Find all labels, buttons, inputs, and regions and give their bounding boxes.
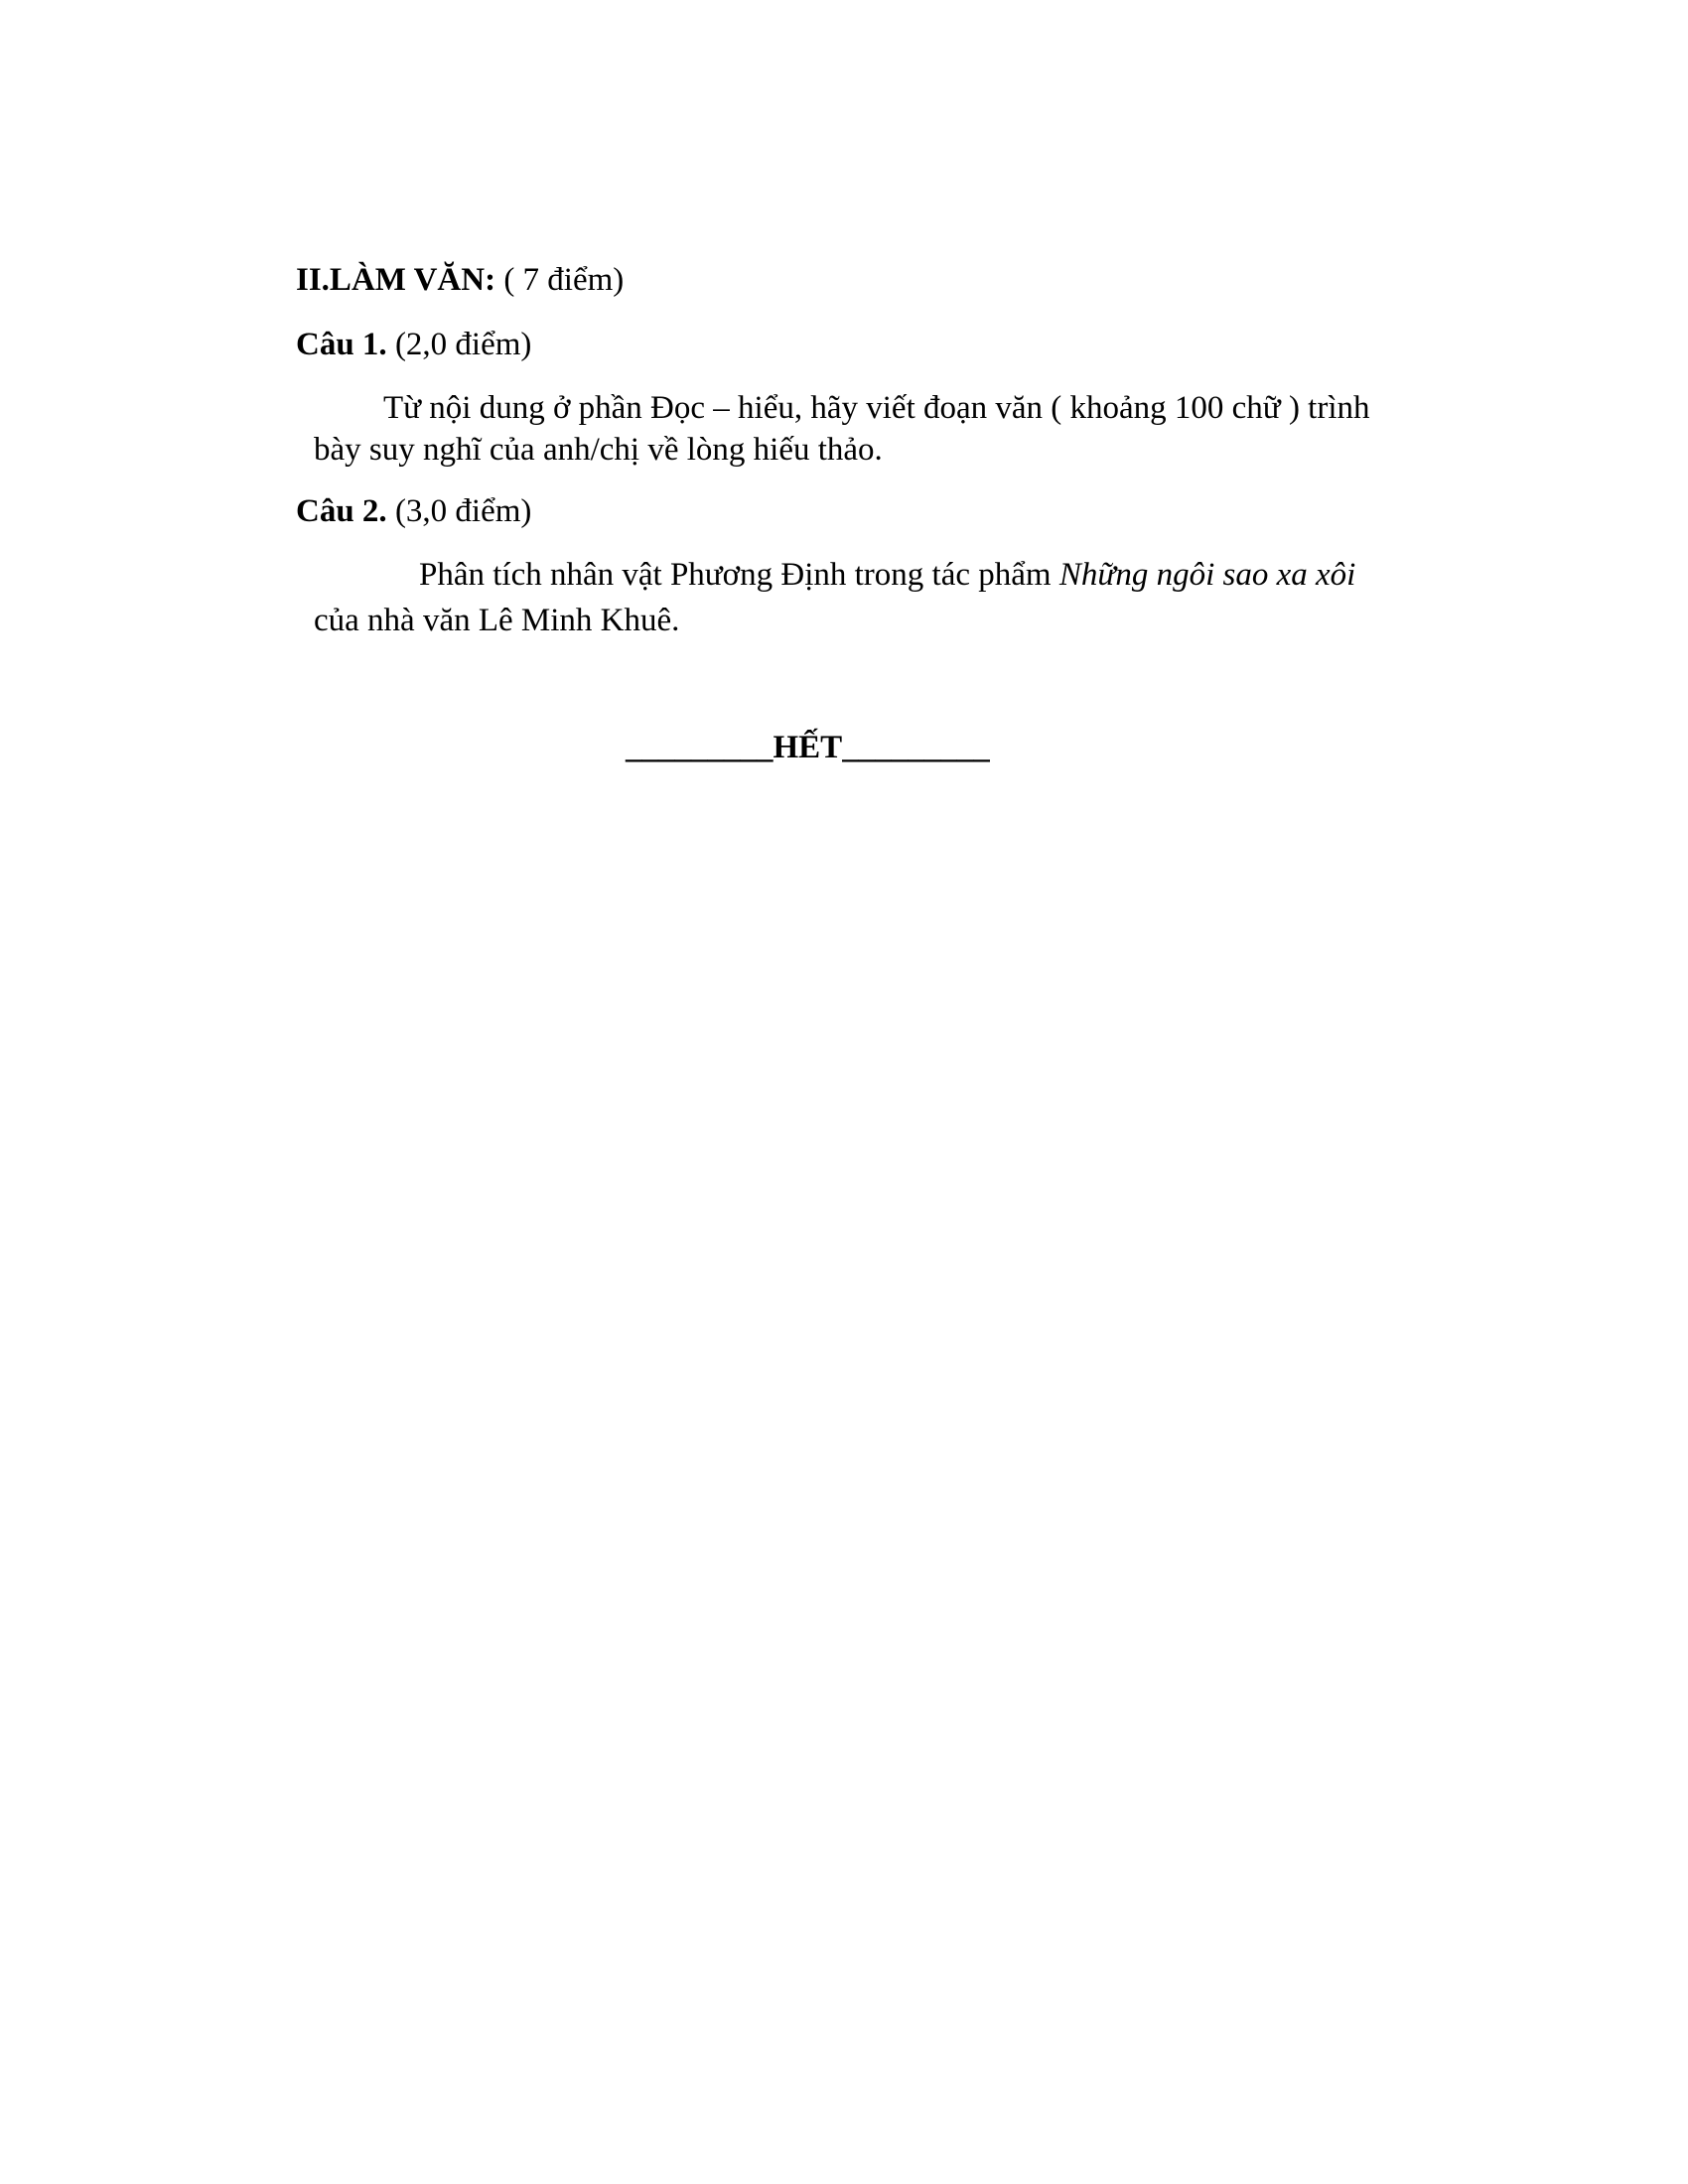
section-label: II.LÀM VĂN:: [296, 262, 496, 298]
question-2-heading: [296, 491, 531, 531]
section-heading: [296, 260, 624, 300]
section-points: ( 7 điểm): [495, 262, 625, 298]
question-1-points: (2,0 điểm): [386, 327, 532, 362]
question-2-prompt-line-1: [419, 555, 1355, 595]
question-2-label: Câu 2.: [296, 493, 387, 529]
question-2-points: (3,0 điểm): [386, 493, 532, 529]
question-1-prompt-line-2: bày suy nghĩ của anh/chị về lòng hiếu thảo.: [314, 432, 883, 468]
end-marker: _________HẾT_________: [626, 730, 990, 765]
question-2-prompt-text: Phân tích nhân vật Phương Định trong tác phẩm: [419, 557, 1059, 593]
question-1-prompt-line-1: Từ nội dung ở phần Đọc – hiểu, hãy viết đoạn văn ( khoảng 100 chữ ) trình: [383, 390, 1370, 426]
work-title: Những ngôi sao xa xôi: [1058, 557, 1356, 593]
question-1-heading: [296, 325, 531, 364]
question-1-label: Câu 1.: [296, 327, 387, 362]
question-2-prompt-line-2: của nhà văn Lê Minh Khuê.: [314, 603, 680, 638]
